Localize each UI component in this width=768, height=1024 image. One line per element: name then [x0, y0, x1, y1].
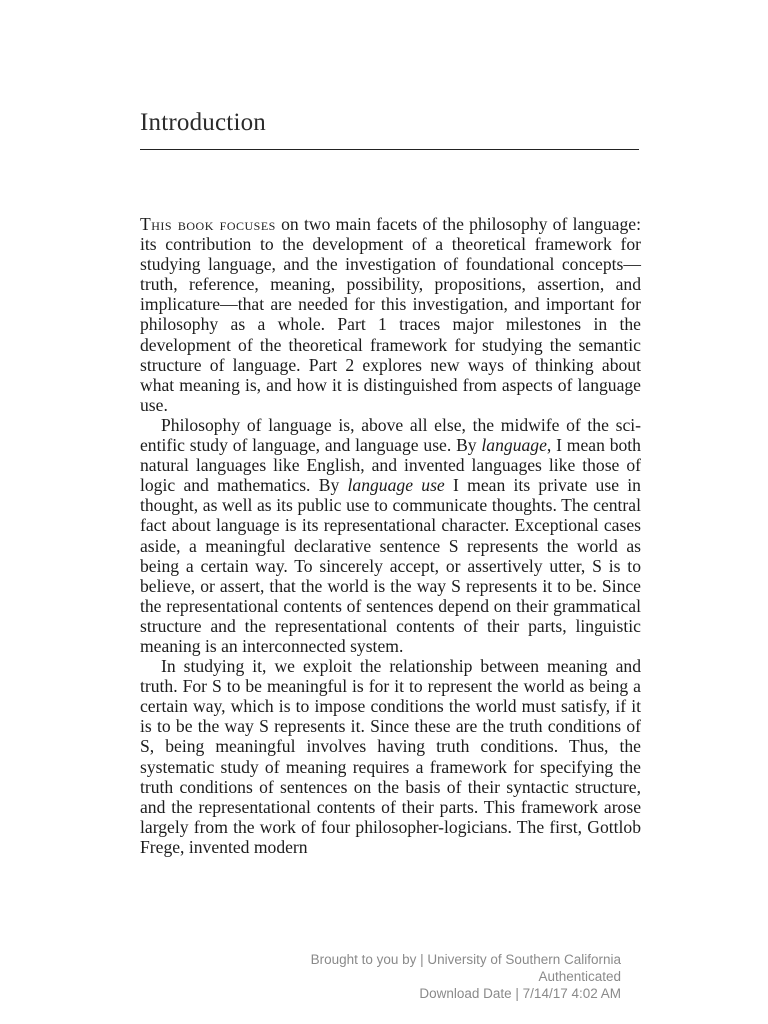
- paragraph-1-text: on two main facets of the philosophy of language: its contribution to the development of a theoretical framework for studying language, and the investigation of foundational concepts—truth, reference, meaning, possibility, propositions, assertion, and implicature—that are needed for this investigation, and important for philosophy as a whole. Part 1 traces major milestones in the development of the theoretical framework for studying the semantic structure of language. Part 2 explores new ways of thinking about what meaning is, and how it is distinguished from aspects of language use.: [140, 214, 641, 415]
- paragraph-2-text-c: I mean its private use in thought, as well as its public use to communicate thoughts. The central fact about language is its representational character. Exceptional cases aside, a meaningful declarative sentence S represents the world as being a certain way. To sincerely accept, or assertively utter, S is to believe, or assert, that the world is the way S represents it to be. Since the representational contents of sentences depend on their grammatical structure and the representational contents of their parts, linguistic meaning is an interconnected system.: [140, 475, 641, 656]
- download-watermark: [311, 951, 621, 1002]
- paragraph-3: In studying it, we exploit the relationship between meaning and truth. For S to be meaningful is for it to represent the world as being a certain way, which is to impose conditions the world must satisfy, if it is to be the way S represents it. Since these are the truth conditions of S, being meaningful involves having truth conditions. Thus, the systematic study of meaning requires a framework for specifying the truth conditions of sentences on the basis of their syntactic structure, and the representational contents of their parts. This framework arose largely from the work of four philosopher-logicians. The first, Gottlob Frege, invented modern: [140, 656, 641, 857]
- paragraph-2-text-a: Philosophy of language is, above all else, the midwife of the scientific study of language, and language use. By: [140, 414, 641, 456]
- lead-in-smallcaps: This book focuses: [140, 214, 276, 234]
- emphasis-language-use: language use: [347, 475, 445, 496]
- emphasis-language: language: [481, 435, 547, 456]
- watermark-line-3: Download Date | 7/14/17 4:02 AM: [419, 986, 621, 1001]
- chapter-title: Introduction: [140, 109, 266, 136]
- watermark-line-1: Brought to you by | University of Southern California: [310, 952, 621, 967]
- paragraph-2-text-b: , I mean both natural languages like English, and invented languages like those of logic and mathematics. By: [140, 435, 641, 496]
- paragraph-2: [140, 415, 641, 656]
- paragraph-1: [140, 214, 641, 415]
- body-text: [140, 214, 641, 857]
- title-rule: [140, 149, 639, 150]
- watermark-line-2: Authenticated: [538, 969, 621, 984]
